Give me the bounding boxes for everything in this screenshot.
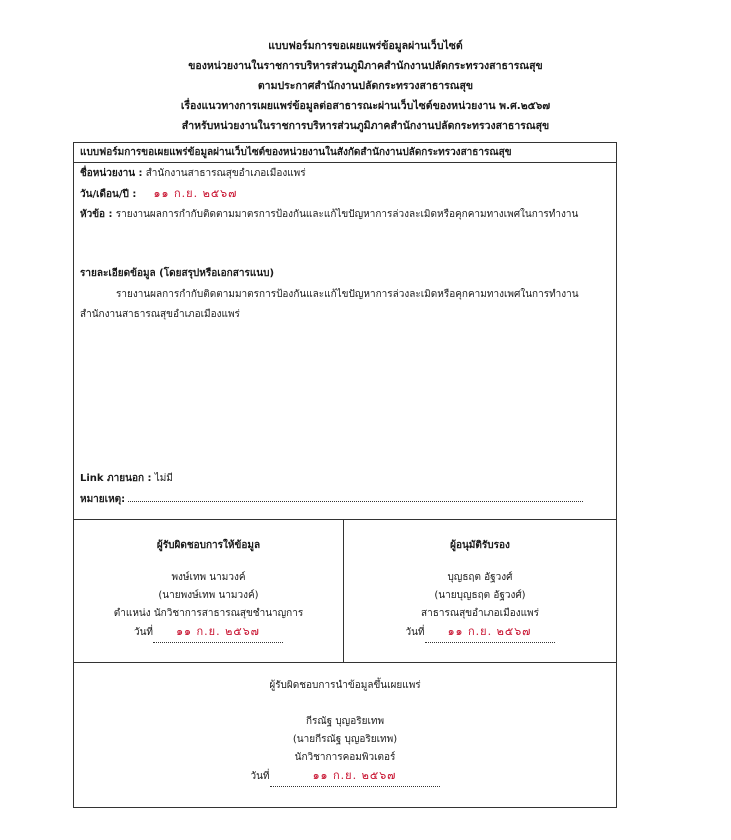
publisher-signature: กีรณัฐ บุญอริยเทพ (305, 716, 385, 727)
approver-position: สาธารณสุขอำเภอเมืองแพร่ (421, 608, 539, 619)
note-dotted-line (128, 489, 583, 502)
provider-signature: พงษ์เทพ นามวงค์ (171, 572, 246, 583)
note-label: หมายเหตุ: (80, 494, 126, 505)
details-heading: รายละเอียดข้อมูล (โดยสรุปหรือเอกสารแนบ) (80, 268, 275, 279)
approver-block (344, 537, 616, 643)
link-label: Link ภายนอก : (80, 473, 152, 484)
date-label: วัน/เดือน/ปี : (80, 189, 137, 200)
divider-publisher (74, 662, 616, 663)
header-line-3: ตามประกาศสำนักงานปลัดกระทรวงสาธารณสุข (257, 80, 474, 92)
provider-position: ตำแหน่ง นักวิชาการสาธารณสุขชำนาญการ (113, 608, 304, 619)
date-row (80, 185, 237, 203)
agency-value: สำนักงานสาธารณสุขอำเภอเมืองแพร่ (145, 168, 306, 179)
header-line-4: เรื่องแนวทางการเผยแพร่ข้อมูลต่อสาธารณะผ่านเว็บไซต์ของหน่วยงาน พ.ศ.๒๕๖๗ (180, 100, 551, 112)
header-line-1: แบบฟอร์มการขอเผยแพร่ข้อมูลผ่านเว็บไซต์ (268, 40, 463, 52)
publisher-name: (นายกีรณัฐ บุญอริยเทพ) (292, 734, 398, 745)
date-handwritten: ๑๑ ก.ย. ๒๕๖๗ (153, 187, 238, 200)
publisher-heading: ผู้รับผิดชอบการนำข้อมูลขึ้นเผยแพร่ (269, 680, 421, 691)
document-header (0, 36, 731, 136)
header-line-5: สำหรับหน่วยงานในราชการบริหารส่วนภูมิภาคสำนักงานปลัดกระทรวงสาธารณสุข (181, 120, 550, 132)
publisher-date-row (74, 767, 616, 787)
divider-signatures (74, 519, 616, 520)
approver-name: (นายบุญธฤต อัฐวงศ์) (434, 590, 526, 601)
approver-heading: ผู้อนุมัติรับรอง (450, 540, 510, 551)
agency-row (80, 165, 306, 182)
details-label (80, 265, 274, 282)
form-title: แบบฟอร์มการขอเผยแพร่ข้อมูลผ่านเว็บไซต์ของหน่วยงานในสังกัดสำนักงานปลัดกระทรวงสาธารณสุข (74, 143, 616, 163)
provider-date-row (74, 623, 343, 643)
subject-value: รายงานผลการกำกับติดตามมาตรการป้องกันและแก้ไขปัญหาการล่วงละเมิดหรือคุกคามทางเพศในการทำงาน (115, 209, 579, 220)
approver-date-label: วันที่ (405, 627, 425, 638)
provider-heading: ผู้รับผิดชอบการให้ข้อมูล (156, 540, 261, 551)
header-line-2: ของหน่วยงานในราชการบริหารส่วนภูมิภาคสำนักงานปลัดกระทรวงสาธารณสุข (188, 60, 543, 72)
details-value: รายงานผลการกำกับติดตามมาตรการป้องกันและแก้ไขปัญหาการล่วงละเมิดหรือคุกคามทางเพศในการทำงาน สำนักงานสาธารณสุขอำเภอเมืองแพร่ (80, 289, 579, 320)
publisher-block (74, 677, 616, 787)
agency-label: ชื่อหน่วยงาน : (80, 168, 143, 179)
provider-date-label: วันที่ (133, 627, 154, 638)
approver-date-row (344, 623, 616, 643)
publisher-date-handwritten: ๑๑ ก.ย. ๒๕๖๗ (312, 769, 397, 782)
approver-date-handwritten: ๑๑ ก.ย. ๒๕๖๗ (447, 625, 532, 638)
publisher-position: นักวิชาการคอมพิวเตอร์ (294, 752, 396, 763)
note-row (80, 489, 583, 508)
link-row (80, 470, 173, 487)
provider-name: (นายพงษ์เทพ นามวงค์) (158, 590, 259, 601)
publisher-date-label: วันที่ (250, 771, 270, 782)
subject-row (80, 205, 610, 225)
link-value: ไม่มี (154, 473, 173, 484)
approver-signature: บุญธฤต อัฐวงศ์ (447, 572, 513, 583)
request-form (73, 142, 617, 808)
provider-block (74, 537, 343, 643)
provider-date-handwritten: ๑๑ ก.ย. ๒๕๖๗ (176, 625, 260, 638)
subject-label: หัวข้อ : (80, 209, 113, 220)
